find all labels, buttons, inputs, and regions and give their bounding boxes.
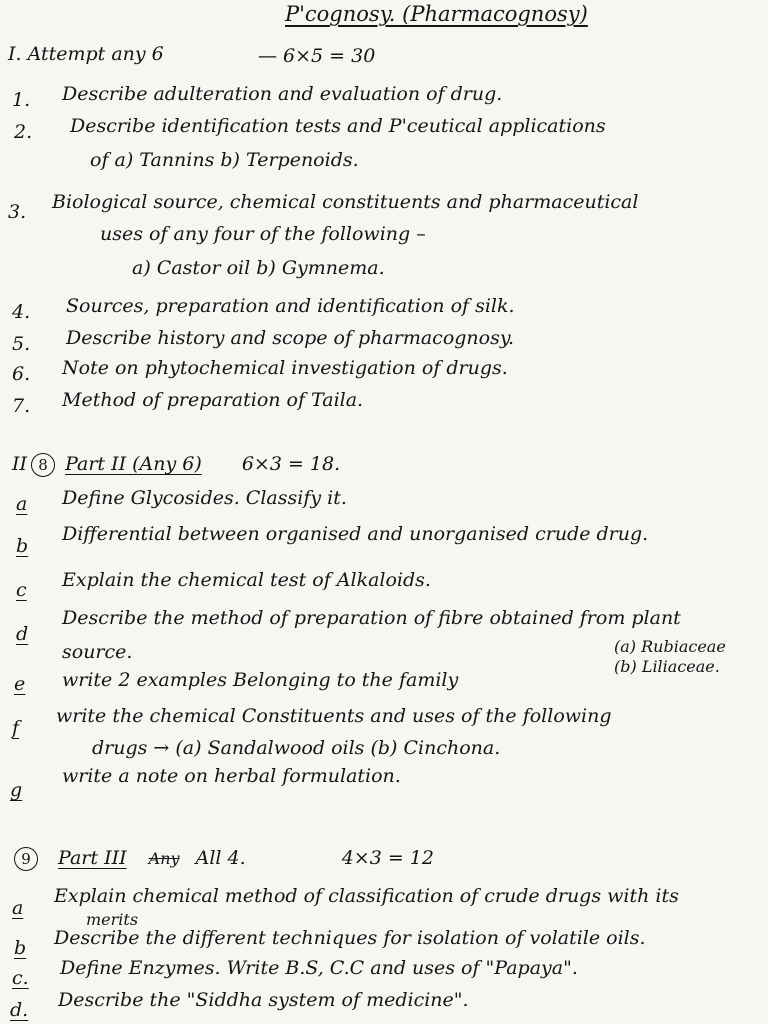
part3-struck-any: Any <box>148 849 180 868</box>
q3-text: Biological source, chemical constituents and pharmaceutical <box>52 191 639 213</box>
part2-heading: Part II (Any 6) <box>65 453 202 475</box>
q2-text: Describe identification tests and P'ceutical applications <box>70 115 606 137</box>
q8b-letter: b <box>16 535 29 557</box>
q9d-text: Describe the "Siddha system of medicine". <box>58 989 469 1011</box>
q8e-letter: e <box>14 673 26 695</box>
q2-continued: of a) Tannins b) Terpenoids. <box>90 149 359 171</box>
q6-number: 6. <box>12 363 31 385</box>
q8c-letter: c <box>16 579 27 601</box>
q9b-text: Describe the different techniques for isolation of volatile oils. <box>54 927 646 949</box>
part3-header <box>10 846 434 871</box>
part3-marks: 4×3 = 12 <box>341 847 434 869</box>
q9a-continued: merits <box>86 910 139 929</box>
part2-marks: 6×3 = 18. <box>241 453 341 475</box>
q9a-letter: a <box>12 897 24 919</box>
q8g-letter: g <box>10 779 23 801</box>
q7-number: 7. <box>12 395 31 417</box>
q4-text: Sources, preparation and identification of silk. <box>66 295 515 317</box>
q8d-text: Describe the method of preparation of fibre obtained from plant <box>62 607 681 629</box>
q7-text: Method of preparation of Taila. <box>62 389 364 411</box>
q1-text: Describe adulteration and evaluation of drug. <box>62 83 503 105</box>
q8d-continued: source. <box>62 641 133 663</box>
q3-number: 3. <box>8 201 27 223</box>
q9c-text: Define Enzymes. Write B.S, C.C and uses of "Papaya". <box>60 957 578 979</box>
q3-options: a) Castor oil b) Gymnema. <box>132 257 385 279</box>
part1-heading: I. Attempt any 6 <box>8 43 164 65</box>
q8b-text: Differential between organised and unorganised crude drug. <box>62 523 649 545</box>
q8a-letter: a <box>16 493 28 515</box>
part2-header <box>12 452 340 477</box>
q8-circled-number: 8 <box>31 453 55 477</box>
q9a-text: Explain chemical method of classification of crude drugs with its <box>54 885 679 907</box>
q9c-letter: c. <box>12 967 29 989</box>
q1-number: 1. <box>12 89 31 111</box>
q3-continued: uses of any four of the following – <box>100 223 426 245</box>
part2-label: II <box>12 453 28 475</box>
q8e-family-b: (b) Liliaceae. <box>614 657 720 676</box>
q8g-text: write a note on herbal formulation. <box>62 765 401 787</box>
q5-text: Describe history and scope of pharmacognosy. <box>66 327 515 349</box>
part3-heading: Part III <box>58 847 127 869</box>
q4-number: 4. <box>12 301 31 323</box>
q2-number: 2. <box>14 121 33 143</box>
q8e-family-a: (a) Rubiaceae <box>614 637 726 656</box>
q9d-letter: d. <box>10 999 29 1021</box>
q8c-text: Explain the chemical test of Alkaloids. <box>62 569 431 591</box>
q9-circled-number: 9 <box>14 847 38 871</box>
q6-text: Note on phytochemical investigation of drugs. <box>62 357 508 379</box>
q8a-text: Define Glycosides. Classify it. <box>62 487 347 509</box>
q9b-letter: b <box>14 937 27 959</box>
part3-all: All 4. <box>195 847 246 869</box>
q8f-letter: f <box>12 717 20 739</box>
q8e-text: write 2 examples Belonging to the family <box>62 669 459 691</box>
part1-marks: — 6×5 = 30 <box>258 45 376 67</box>
q8f-continued: drugs → (a) Sandalwood oils (b) Cinchona. <box>92 737 501 759</box>
q8f-text: write the chemical Constituents and uses of the following <box>56 705 612 727</box>
page-title: P'cognosy. (Pharmacognosy) <box>285 2 588 26</box>
q5-number: 5. <box>12 333 31 355</box>
q8d-letter: d <box>16 623 29 645</box>
